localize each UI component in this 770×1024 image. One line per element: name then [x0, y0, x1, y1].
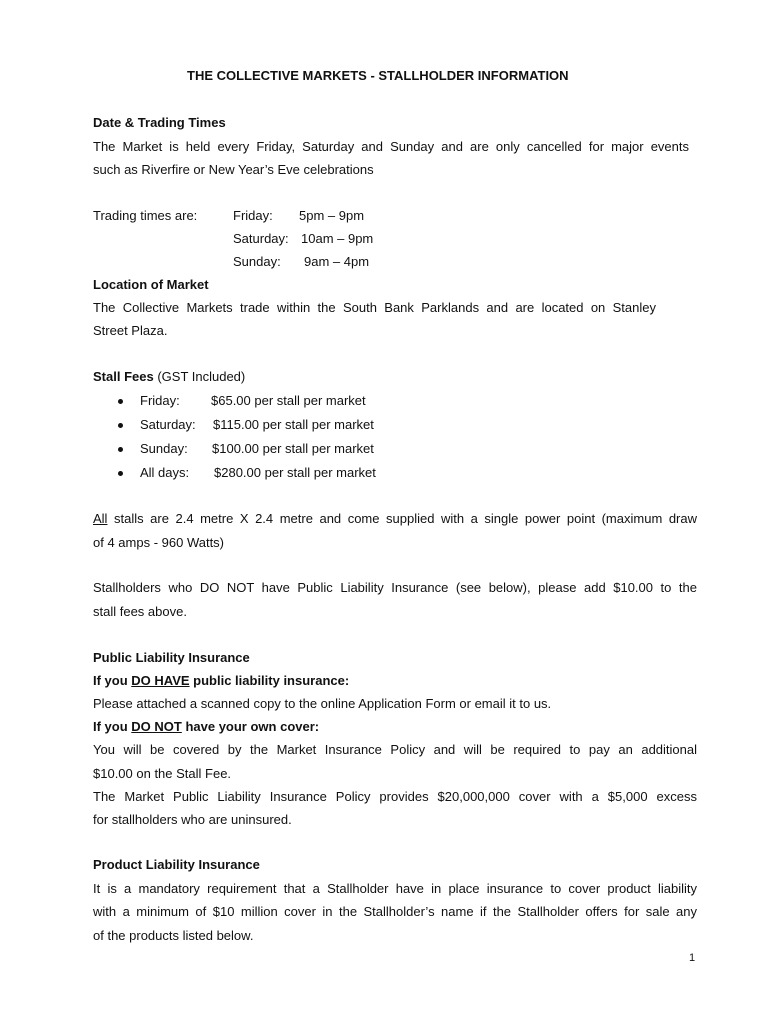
fee-day-saturday: Saturday: — [140, 417, 196, 432]
bullet-icon — [118, 423, 123, 428]
policy-line2: for stallholders who are uninsured. — [93, 812, 292, 827]
do-have-text: Please attached a scanned copy to the online Application Form or email it to us. — [93, 696, 552, 711]
bullet-icon — [118, 447, 123, 452]
product-liability-heading: Product Liability Insurance — [93, 857, 260, 872]
trading-day-sunday: Sunday: — [233, 254, 281, 269]
do-have-heading — [93, 673, 349, 689]
trading-day-saturday: Saturday: — [233, 231, 289, 246]
do-not-heading — [93, 719, 319, 735]
date-trading-line2: such as Riverfire or New Year’s Eve celebrations — [93, 162, 374, 177]
location-heading: Location of Market — [93, 277, 209, 292]
date-trading-line1: The Market is held every Friday, Saturday and Sunday and are only cancelled for major events — [93, 139, 689, 154]
date-trading-heading: Date & Trading Times — [93, 115, 226, 130]
stall-fees-heading-suffix: (GST Included) — [157, 369, 246, 384]
product-liability-line2: with a minimum of $10 million cover in the Stallholder’s name if the Stallholder offers for sale any — [93, 904, 697, 919]
fee-amount-sunday: $100.00 per stall per market — [212, 441, 374, 456]
trading-day-friday: Friday: — [233, 208, 273, 223]
stall-size-line1 — [93, 511, 697, 527]
do-have-prefix: If you — [93, 673, 132, 688]
stall-size-rest: stalls are 2.4 metre X 2.4 metre and come supplied with a single power point (maximum draw — [107, 511, 697, 526]
trading-hours-friday: 5pm – 9pm — [299, 208, 365, 223]
stall-fees-heading-line — [93, 369, 245, 385]
do-not-line2: $10.00 on the Stall Fee. — [93, 766, 232, 781]
trading-hours-saturday: 10am – 9pm — [301, 231, 374, 246]
stall-fees-heading: Stall Fees — [93, 369, 154, 384]
location-line1: The Collective Markets trade within the South Bank Parklands and are located on Stanley — [93, 300, 656, 315]
page-number: 1 — [689, 952, 696, 964]
stall-size-all: All — [93, 511, 108, 526]
fee-day-all-days: All days: — [140, 465, 190, 480]
fee-amount-friday: $65.00 per stall per market — [211, 393, 366, 408]
do-have-suffix: public liability insurance: — [189, 673, 350, 688]
fee-amount-saturday: $115.00 per stall per market — [213, 417, 374, 432]
public-liability-heading: Public Liability Insurance — [93, 650, 250, 665]
no-insurance-line1: Stallholders who DO NOT have Public Liability Insurance (see below), please add $10.00 to the — [93, 580, 697, 595]
trading-hours-sunday: 9am – 4pm — [304, 254, 370, 269]
do-not-suffix: have your own cover: — [181, 719, 320, 734]
do-not-prefix: If you — [93, 719, 132, 734]
trading-times-label: Trading times are: — [93, 208, 198, 223]
bullet-icon — [118, 471, 123, 476]
bullet-icon — [118, 399, 123, 404]
fee-day-friday: Friday: — [140, 393, 180, 408]
location-line2: Street Plaza. — [93, 323, 168, 338]
policy-line1: The Market Public Liability Insurance Policy provides $20,000,000 cover with a $5,000 excess — [93, 789, 697, 804]
do-not-line1: You will be covered by the Market Insurance Policy and will be required to pay an additional — [93, 742, 697, 757]
product-liability-line1: It is a mandatory requirement that a Stallholder have in place insurance to cover product liability — [93, 881, 697, 896]
fee-day-sunday: Sunday: — [140, 441, 188, 456]
product-liability-line3: of the products listed below. — [93, 928, 254, 943]
document-title: THE COLLECTIVE MARKETS - STALLHOLDER INFORMATION — [187, 68, 569, 83]
no-insurance-line2: stall fees above. — [93, 604, 187, 619]
fee-amount-all-days: $280.00 per stall per market — [214, 465, 376, 480]
do-have-emphasis: DO HAVE — [131, 673, 190, 688]
stall-size-line2: of 4 amps - 960 Watts) — [93, 535, 225, 550]
do-not-emphasis: DO NOT — [131, 719, 182, 734]
